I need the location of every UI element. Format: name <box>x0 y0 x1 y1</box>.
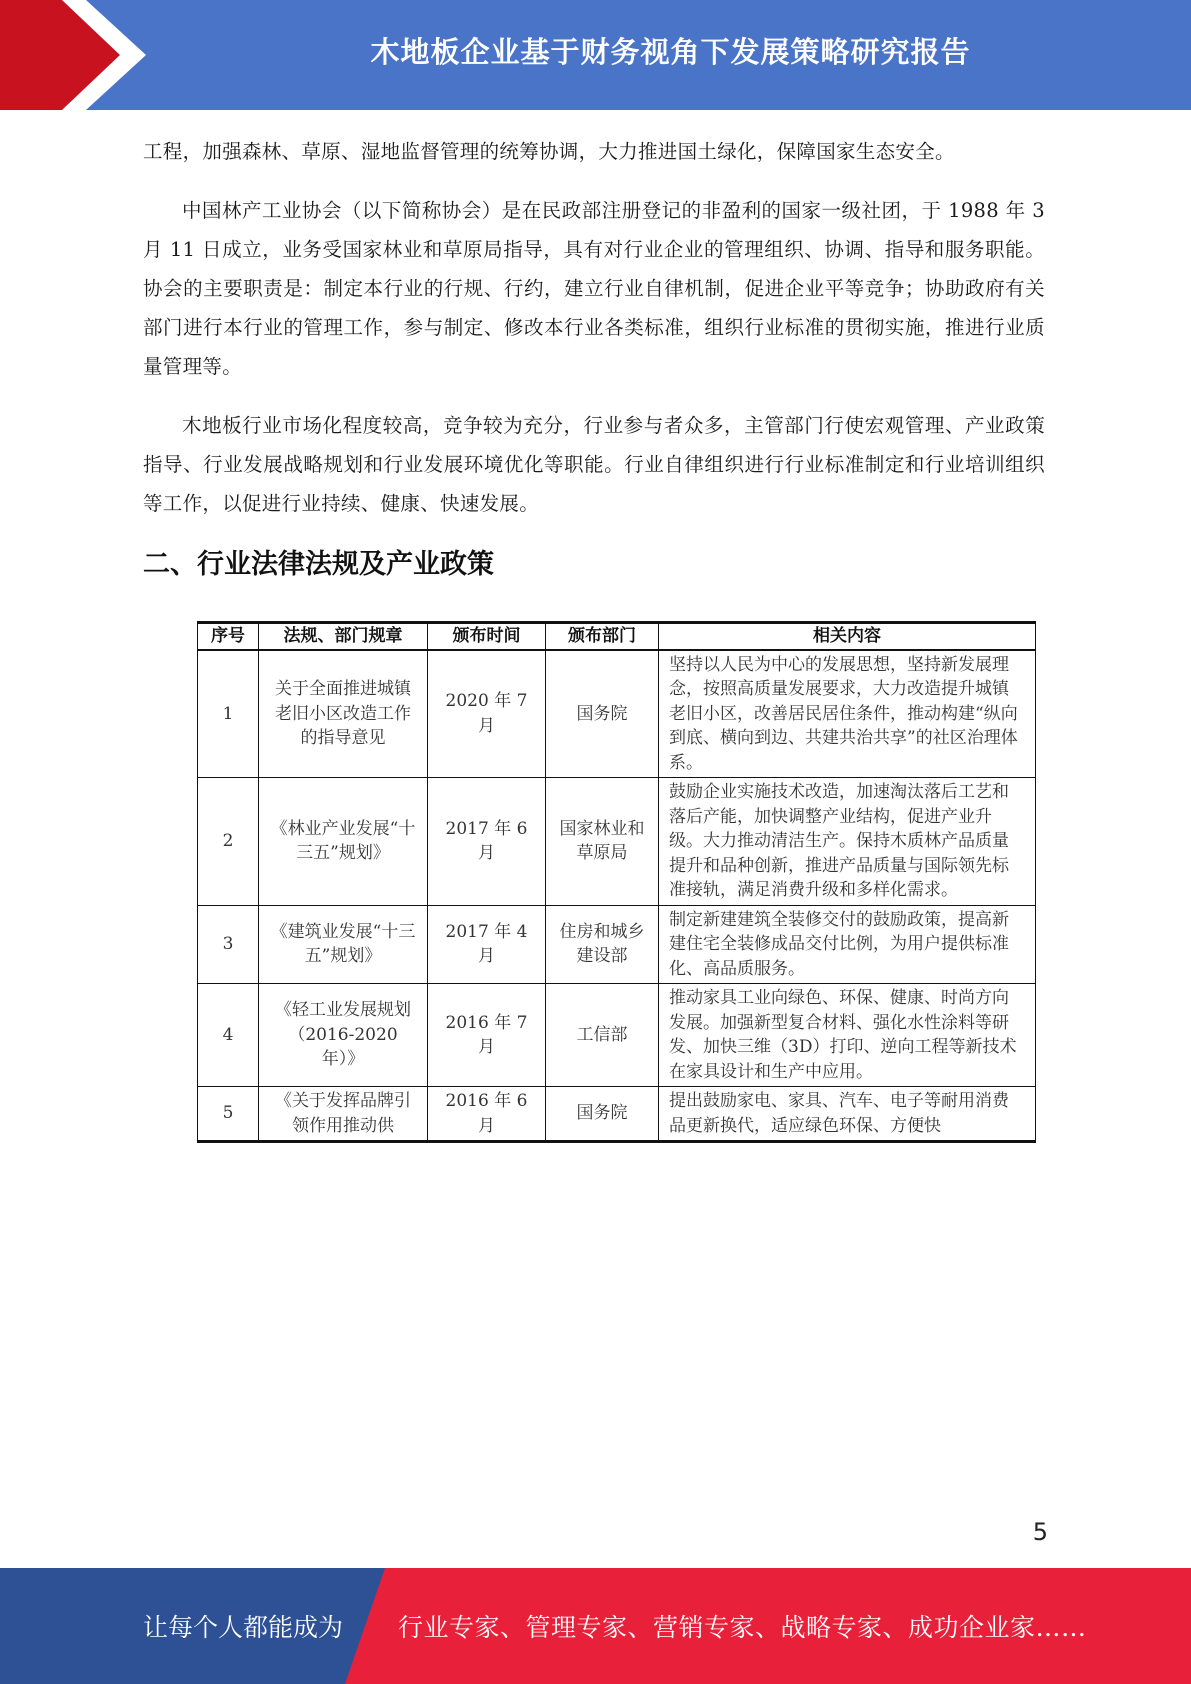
footer-slogan-left: 让每个人都能成为 <box>143 1613 344 1642</box>
cell-date: 2016 年 6 月 <box>428 1087 546 1142</box>
cell-content: 制定新建建筑全装修交付的鼓励政策，提高新建住宅全装修成品交付比例，为用户提供标准化、高品质服务。 <box>659 905 1036 984</box>
header-arrow-decoration <box>0 0 160 110</box>
cell-name: 《轻工业发展规划（2016-2020 年）》 <box>259 984 428 1087</box>
cell-name: 关于全面推进城镇老旧小区改造工作的指导意见 <box>259 650 428 778</box>
cell-dept: 国家林业和草原局 <box>546 778 659 906</box>
cell-dept: 国务院 <box>546 1087 659 1142</box>
policy-table <box>197 621 1036 1143</box>
paragraph-association: 中国林产工业协会（以下简称协会）是在民政部注册登记的非盈利的国家一级社团，于 1988 年 3 月 11 日成立，业务受国家林业和草原局指导，具有对行业企业的管理组织、协调、指导和服务职能。协会的主要职责是：制定本行业的行规、行约，建立行业自律机制，促进企业平等竞争；协助政府有关部门进行本行业的管理工作，参与制定、修改本行业各类标准，组织行业标准的贯彻实施，推进行业质量管理等。 <box>143 199 1045 378</box>
cell-content: 坚持以人民为中心的发展思想，坚持新发展理念，按照高质量发展要求，大力改造提升城镇老旧小区，改善居民居住条件，推动构建“纵向到底、横向到边、共建共治共享”的社区治理体系。 <box>659 650 1036 778</box>
table-row <box>198 1087 1036 1142</box>
table-row <box>198 984 1036 1087</box>
cell-date: 2017 年 6 月 <box>428 778 546 906</box>
table-row <box>198 778 1036 906</box>
cell-no: 1 <box>198 650 259 778</box>
cell-date: 2020 年 7 月 <box>428 650 546 778</box>
page-footer <box>0 1568 1191 1684</box>
cell-content: 提出鼓励家电、家具、汽车、电子等耐用消费品更新换代，适应绿色环保、方便快 <box>659 1087 1036 1142</box>
header-name: 法规、部门规章 <box>259 623 428 650</box>
cell-date: 2017 年 4 月 <box>428 905 546 984</box>
table-header-row <box>198 623 1036 650</box>
footer-slogan-right: 行业专家、管理专家、营销专家、战略专家、成功企业家…… <box>398 1613 1087 1642</box>
cell-content: 推动家具工业向绿色、环保、健康、时尚方向发展。加强新型复合材料、强化水性涂料等研发、加快三维（3D）打印、逆向工程等新技术在家具设计和生产中应用。 <box>659 984 1036 1087</box>
header-no: 序号 <box>198 623 259 650</box>
cell-dept: 国务院 <box>546 650 659 778</box>
cell-no: 4 <box>198 984 259 1087</box>
cell-no: 3 <box>198 905 259 984</box>
header-dept: 颁布部门 <box>546 623 659 650</box>
header-title: 木地板企业基于财务视角下发展策略研究报告 <box>370 34 971 69</box>
table-row <box>198 650 1036 778</box>
page-header <box>0 0 1191 110</box>
cell-dept: 工信部 <box>546 984 659 1087</box>
cell-name: 《建筑业发展“十三五”规划》 <box>259 905 428 984</box>
cell-no: 5 <box>198 1087 259 1142</box>
header-date: 颁布时间 <box>428 623 546 650</box>
cell-date: 2016 年 7 月 <box>428 984 546 1087</box>
section-title: 二、行业法律法规及产业政策 <box>143 549 494 580</box>
document-body <box>143 132 1045 585</box>
header-content: 相关内容 <box>659 623 1036 650</box>
cell-name: 《林业产业发展“十三五”规划》 <box>259 778 428 906</box>
cell-content: 鼓励企业实施技术改造，加速淘汰落后工艺和落后产能，加快调整产业结构，促进产业升级。大力推动清洁生产。保持木质林产品质量提升和品种创新，推进产品质量与国际领先标准接轨，满足消费升级和多样化需求。 <box>659 778 1036 906</box>
cell-no: 2 <box>198 778 259 906</box>
cell-name: 《关于发挥品牌引领作用推动供 <box>259 1087 428 1142</box>
cell-dept: 住房和城乡建设部 <box>546 905 659 984</box>
table-row <box>198 905 1036 984</box>
page-number: 5 <box>1032 1518 1048 1546</box>
paragraph-industry: 木地板行业市场化程度较高，竞争较为充分，行业参与者众多，主管部门行使宏观管理、产业政策指导、行业发展战略规划和行业发展环境优化等职能。行业自律组织进行行业标准制定和行业培训组织等工作，以促进行业持续、健康、快速发展。 <box>143 414 1045 515</box>
paragraph-continuation: 工程，加强森林、草原、湿地监督管理的统筹协调，大力推进国土绿化，保障国家生态安全。 <box>143 140 955 163</box>
